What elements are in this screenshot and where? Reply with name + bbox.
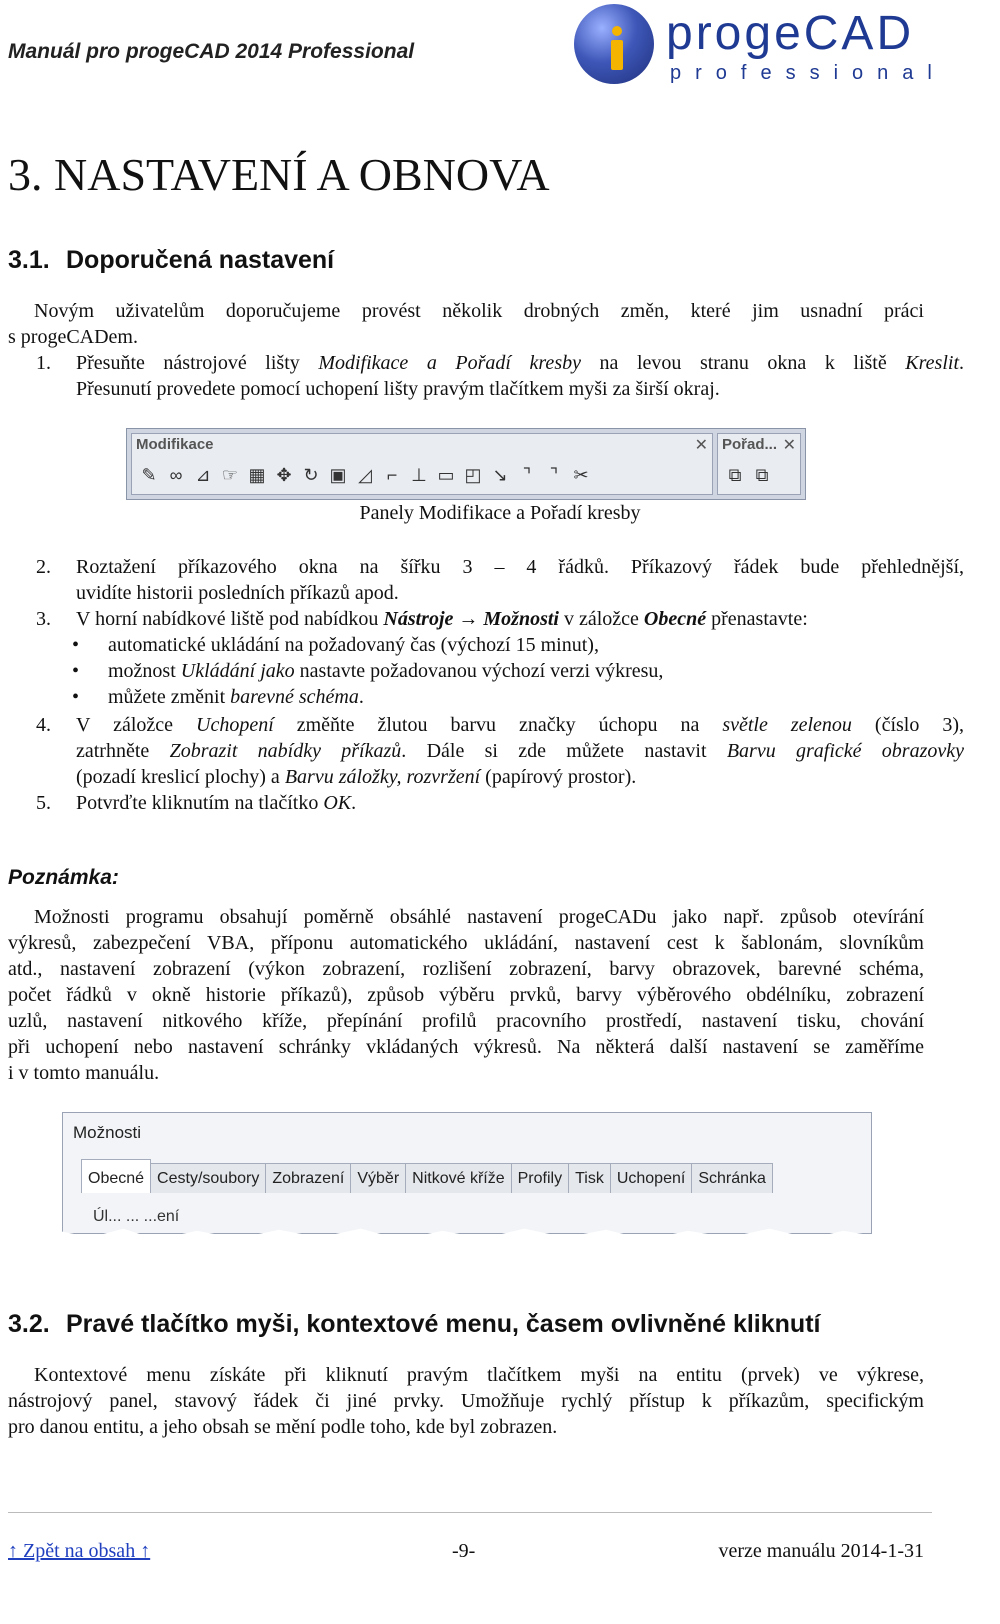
toolbar-tool-icon[interactable]: ⊿ xyxy=(195,465,211,485)
page-number: -9- xyxy=(452,1540,476,1562)
bullet-item: • můžete změnit barevné schéma. xyxy=(108,684,964,710)
section-title: Doporučená nastavení xyxy=(66,246,335,274)
section-title: Pravé tlačítko myši, kontextové menu, časem ovlivněné kliknutí xyxy=(66,1310,821,1338)
step-2 xyxy=(36,554,964,606)
figure-caption: Panely Modifikace a Pořadí kresby xyxy=(359,502,641,524)
step-text: uvidíte historii posledních příkazů apod. xyxy=(76,582,399,604)
bullet-item: • automatické ukládání na požadovaný čas (výchozí 15 minut), xyxy=(108,632,964,658)
dialog-tab[interactable]: Tisk xyxy=(568,1163,611,1193)
step-text: V záložce Uchopení změňte žlutou barvu značky úchopu na světle zelenou (číslo 3), xyxy=(76,714,965,736)
dialog-tab[interactable]: Výběr xyxy=(350,1163,406,1193)
section-line: Kontextové menu získáte při kliknutí pravým tlačítkem myši na entitu (prvek) ve výkrese, xyxy=(34,1364,924,1386)
section-line: pro danou entitu, a jeho obsah se mění podle toho, kde byl zobrazen. xyxy=(8,1416,558,1438)
intro-paragraph xyxy=(8,298,924,350)
step-3 xyxy=(36,606,964,710)
note-line: atd., nastavení zobrazení (výkon zobrazení, rozlišení zobrazení, barvy obrazovek, barevné schéma, xyxy=(8,958,924,980)
step-text: Roztažení příkazového okna na šířku 3 – 4 řádků. Příkazový řádek bude přehlednější, xyxy=(76,556,964,578)
order-toolbar xyxy=(717,433,801,495)
step-text: zatrhněte Zobrazit nabídky příkazů. Dále si zde můžete nastavit Barvu grafické obrazovky xyxy=(76,740,964,762)
toolbar-tool-icon[interactable]: ✎ xyxy=(141,465,157,485)
section-number: 3.2. xyxy=(8,1310,50,1338)
step-text: (pozadí kreslicí plochy) a Barvu záložky, rozvržení (papírový prostor). xyxy=(76,766,637,788)
modify-toolbar xyxy=(131,433,713,495)
section-heading-3-1 xyxy=(8,246,334,275)
toolbar-tool-icon[interactable]: ▭ xyxy=(437,465,455,485)
section-heading-3-2 xyxy=(8,1310,820,1339)
note-line: i v tomto manuálu. xyxy=(8,1062,160,1084)
step-text: Potvrďte kliknutím na tlačítko OK. xyxy=(76,792,357,814)
section-line: nástrojový panel, stavový řádek či jiné prvky. Umožňuje rychlý přístup k příkazům, specifickým xyxy=(8,1390,924,1412)
order-toolbar-icons xyxy=(724,464,773,486)
note-line: počet řádků v okně historie příkazů), způsob výběru prvků, barvy výběrového obdélníku, zobrazení xyxy=(8,984,924,1006)
dialog-tab[interactable]: Cesty/soubory xyxy=(150,1163,266,1193)
dialog-tab[interactable]: Schránka xyxy=(691,1163,773,1193)
toolbar-tool-icon[interactable]: ↻ xyxy=(303,465,319,485)
manual-version: verze manuálu 2014-1-31 xyxy=(718,1540,924,1562)
close-icon: ✕ xyxy=(694,437,708,454)
dialog-tab[interactable]: Uchopení xyxy=(610,1163,693,1193)
step-text: V horní nabídkové liště pod nabídkou Nástroje → Možnosti v záložce Obecné přenastavte: xyxy=(76,608,808,630)
modify-toolbar-title: Modifikace xyxy=(136,436,214,453)
note-line: uzlů, nastavení nitkového kříže, přepínání profilů pracovního prostředí, nastavení tisku, chování xyxy=(8,1010,924,1032)
dialog-tab[interactable]: Zobrazení xyxy=(265,1163,351,1193)
note-heading: Poznámka: xyxy=(8,866,119,889)
toolbar-tool-icon[interactable]: ⌝ xyxy=(549,465,559,485)
progecad-logo-icon xyxy=(574,4,654,84)
close-icon: ✕ xyxy=(782,437,796,454)
toolbar-tool-icon[interactable]: ∞ xyxy=(169,465,183,485)
logo-text: progeCAD xyxy=(666,7,915,60)
step-5 xyxy=(36,790,964,816)
chapter-heading xyxy=(8,148,550,201)
dialog-tab-strip xyxy=(81,1163,772,1193)
toolbar-tool-icon[interactable]: ↘ xyxy=(492,465,508,485)
back-to-contents-link[interactable]: ↑ Zpět na obsah ↑ xyxy=(8,1540,151,1562)
toolbar-tool-icon[interactable]: ▣ xyxy=(329,465,347,485)
chapter-number: 3. xyxy=(8,149,43,200)
step-number: 1. xyxy=(36,352,51,374)
toolbar-tool-icon[interactable]: ⌝ xyxy=(522,465,532,485)
toolbar-tool-icon[interactable]: ◿ xyxy=(358,465,372,485)
modify-toolbar-icons xyxy=(138,464,592,486)
options-dialog-screenshot xyxy=(62,1112,872,1234)
intro-line: Novým uživatelům doporučujeme provést několik drobných změn, které jim usnadní práci xyxy=(34,300,924,322)
bullet-list xyxy=(108,632,964,710)
chapter-title: NASTAVENÍ A OBNOVA xyxy=(54,149,550,200)
draw-order-icon[interactable]: ⧉ xyxy=(728,465,742,485)
toolbar-tool-icon[interactable]: ⊥ xyxy=(411,465,427,485)
order-toolbar-title: Pořad... xyxy=(722,436,778,453)
section-paragraph xyxy=(8,1362,924,1440)
document-header-title: Manuál pro progeCAD 2014 Professional xyxy=(8,40,415,63)
note-line: Možnosti programu obsahují poměrně obsáhlé nastavení progeCADu jako např. způsob otevírání xyxy=(34,906,924,928)
bullet-item: • možnost Ukládání jako nastavte požadovanou výchozí verzi výkresu, xyxy=(108,658,964,684)
note-line: výkresů, zabezpečení VBA, příponu automatického ukládání, nastavení cest k šablonám, slovníkům xyxy=(8,932,924,954)
note-line: při uchopení nebo nastavení schránky vkládaných výkresů. Na některá další nastavení se zaměříme xyxy=(8,1036,924,1058)
toolbar-tool-icon[interactable]: ⌐ xyxy=(386,465,398,485)
note-paragraph xyxy=(8,904,924,1086)
step-text: Přesuňte nástrojové lišty Modifikace a Pořadí kresby na levou stranu okna k liště Kreslit. xyxy=(76,352,965,374)
toolbar-tool-icon[interactable]: ✥ xyxy=(276,465,292,485)
footer-divider xyxy=(8,1512,932,1513)
toolbar-tool-icon[interactable]: ◰ xyxy=(464,465,482,485)
step-4 xyxy=(36,712,964,790)
toolbar-tool-icon[interactable]: ✂ xyxy=(573,465,589,485)
step-number: 5. xyxy=(36,792,51,814)
step-number: 2. xyxy=(36,556,51,578)
step-number: 4. xyxy=(36,714,51,736)
intro-line: s progeCADem. xyxy=(8,326,138,348)
step-1 xyxy=(36,350,964,402)
dialog-tab[interactable]: Profily xyxy=(511,1163,569,1193)
step-number: 3. xyxy=(36,608,51,630)
step-text: Přesunutí provedete pomocí uchopení lišty pravým tlačítkem myši za širší okraj. xyxy=(76,378,720,400)
dialog-tab[interactable]: Nitkové kříže xyxy=(405,1163,511,1193)
dialog-title: Možnosti xyxy=(73,1123,142,1142)
dialog-cropped-text: Úl... ... ...ení xyxy=(93,1208,180,1225)
toolbar-tool-icon[interactable]: ▦ xyxy=(248,465,266,485)
toolbar-screenshot xyxy=(126,428,806,500)
dialog-tab[interactable]: Obecné xyxy=(81,1159,151,1193)
draw-order-icon[interactable]: ⧉ xyxy=(755,465,769,485)
logo-subtext: professional xyxy=(670,62,946,84)
section-number: 3.1. xyxy=(8,246,50,274)
toolbar-tool-icon[interactable]: ☞ xyxy=(221,465,239,485)
